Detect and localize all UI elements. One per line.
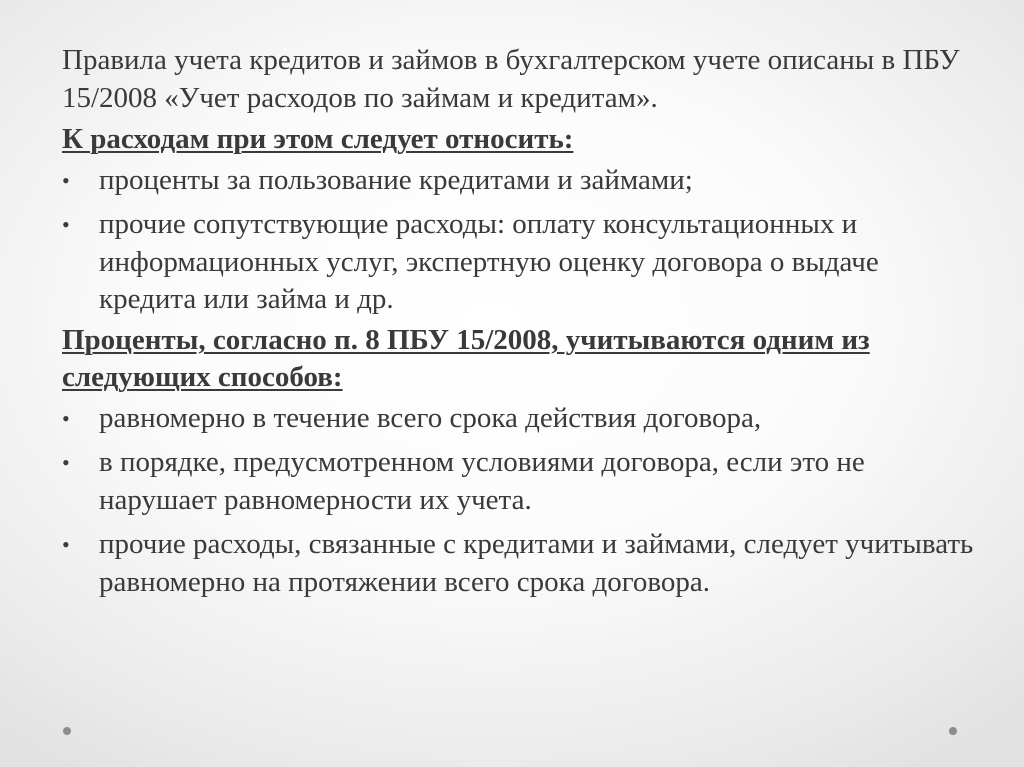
slide-body (62, 42, 982, 604)
next-slide-dot-icon[interactable] (949, 727, 957, 735)
list-item-text: прочие сопутствующие расходы: оплату консультационных и информационных услуг, экспертную оценку договора о выдаче кредита или займа и др. (99, 208, 879, 315)
bullet-icon: • (62, 212, 70, 237)
list-item-text: проценты за пользование кредитами и займами; (99, 163, 693, 196)
list-item-text: прочие расходы, связанные с кредитами и займами, следует учитывать равномерно на протяжении всего срока договора. (99, 528, 974, 598)
intro-paragraph: Правила учета кредитов и займов в бухгалтерском учете описаны в ПБУ 15/2008 «Учет расходов по займам и кредитам». (62, 44, 960, 114)
expenses-heading: К расходам при этом следует относить: (62, 123, 574, 155)
bullet-icon: • (62, 532, 70, 557)
expenses-list (62, 162, 982, 319)
list-item-text: равномерно в течение всего срока действия договора, (99, 401, 762, 434)
list-item (62, 444, 982, 519)
list-item (62, 162, 982, 200)
list-item-text: в порядке, предусмотренном условиями договора, если это не нарушает равномерности их учета. (99, 446, 865, 516)
bullet-icon: • (62, 450, 70, 475)
previous-slide-dot-icon[interactable] (63, 727, 71, 735)
bullet-icon: • (62, 167, 70, 193)
list-item (62, 400, 982, 438)
bullet-icon: • (62, 405, 70, 431)
interest-methods-list (62, 400, 982, 602)
list-item (62, 206, 982, 319)
list-item (62, 526, 982, 601)
interest-heading: Проценты, согласно п. 8 ПБУ 15/2008, учитываются одним из следующих способов: (62, 323, 870, 393)
